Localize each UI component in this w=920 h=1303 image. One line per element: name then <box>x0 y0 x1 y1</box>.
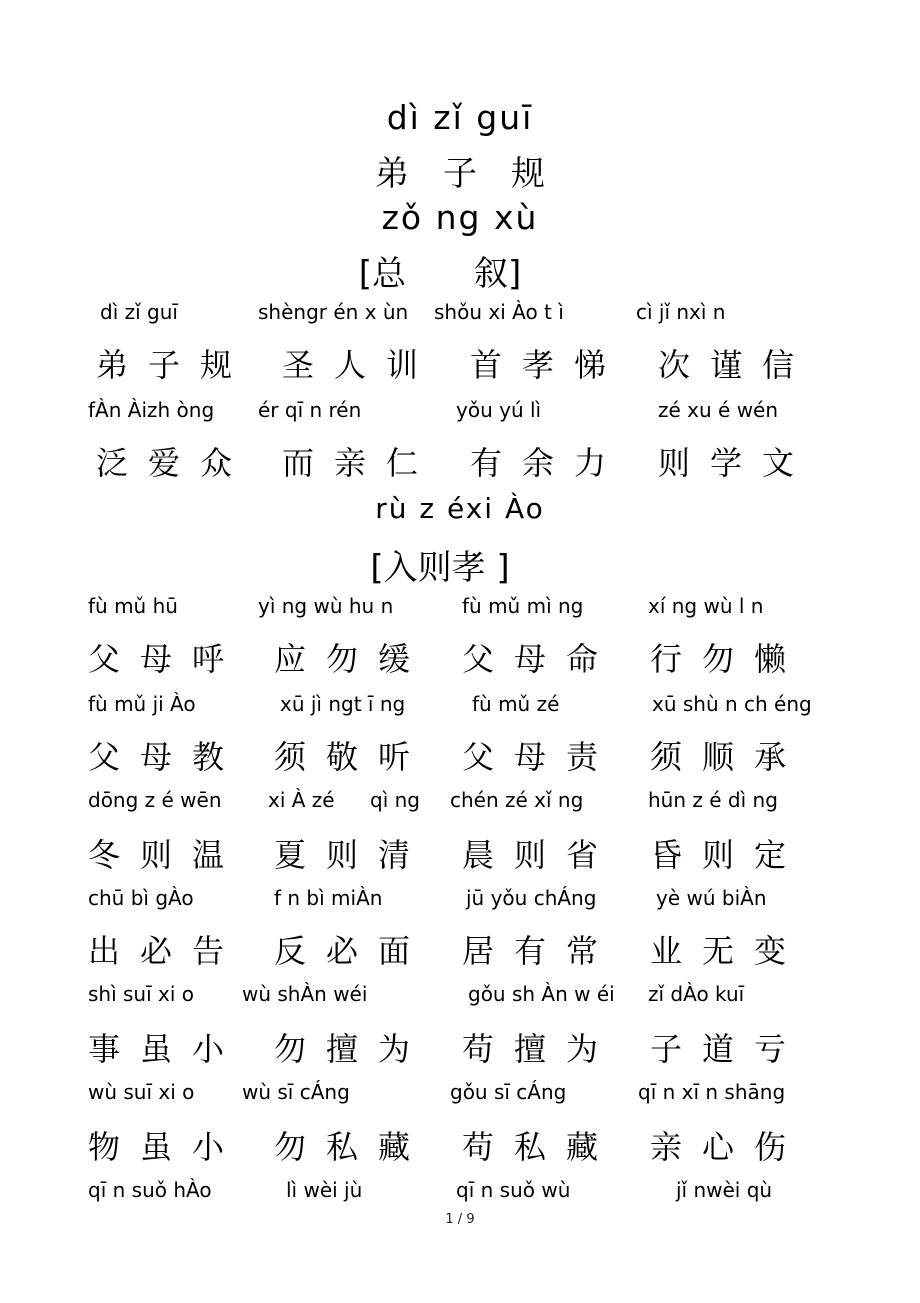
pinyin-phrase: yì ng wù hu n <box>258 594 394 618</box>
hanzi-line <box>0 830 920 874</box>
title-hanzi: 弟 子 规 <box>375 154 545 194</box>
pinyin-line <box>0 594 920 624</box>
hanzi-phrase: 须敬听 <box>274 738 431 776</box>
hanzi-phrase: 次谨信 <box>658 346 815 384</box>
pinyin-phrase: hūn z é dì ng <box>648 788 778 812</box>
pinyin-line <box>0 982 920 1012</box>
hanzi-phrase: 父母责 <box>462 738 619 776</box>
hanzi-phrase: 出必告 <box>88 932 245 970</box>
hanzi-phrase: 晨则省 <box>462 836 619 874</box>
hanzi-phrase: 反必面 <box>274 932 431 970</box>
hanzi-line <box>0 1024 920 1068</box>
hanzi-phrase: 父母教 <box>88 738 245 776</box>
pinyin-phrase: lì wèi jù <box>286 1178 363 1202</box>
hanzi-phrase: 泛爱众 <box>96 444 253 482</box>
pinyin-phrase: shèngr én x ùn <box>258 300 409 324</box>
pinyin-phrase: yǒu yú lì <box>456 398 542 422</box>
pinyin-phrase: dì zǐ guī <box>100 300 178 324</box>
pinyin-phrase: chū bì gÀo <box>88 886 194 910</box>
hanzi-phrase: 父母命 <box>462 640 619 678</box>
hanzi-phrase: 子道亏 <box>650 1030 807 1068</box>
hanzi-phrase: 勿擅为 <box>274 1030 431 1068</box>
pinyin-line <box>0 300 920 330</box>
section-heading-hanzi: [入则孝 ] <box>370 548 510 588</box>
hanzi-phrase: 应勿缓 <box>274 640 431 678</box>
pinyin-line <box>0 1080 920 1110</box>
pinyin-phrase: wù shÀn wéi <box>242 982 368 1006</box>
hanzi-phrase: 冬则温 <box>88 836 245 874</box>
hanzi-phrase: 勿私藏 <box>274 1128 431 1166</box>
pinyin-phrase: xū jì ngt ī ng <box>280 692 406 716</box>
pinyin-phrase: dōng z é wēn <box>88 788 222 812</box>
pinyin-line <box>0 692 920 722</box>
hanzi-phrase: 事虽小 <box>88 1030 245 1068</box>
pinyin-line <box>0 886 920 916</box>
pinyin-phrase: fù mǔ zé <box>472 692 560 716</box>
pinyin-phrase: qì ng <box>370 788 420 812</box>
pinyin-phrase: f n bì miÀn <box>274 886 383 910</box>
hanzi-phrase: 苟擅为 <box>462 1030 619 1068</box>
pinyin-phrase: wù suī xi o <box>88 1080 195 1104</box>
pinyin-phrase: fÀn Àizh òng <box>88 398 215 422</box>
pinyin-phrase: xū shù n ch éng <box>652 692 812 716</box>
hanzi-line <box>0 926 920 970</box>
pinyin-phrase: jǐ nwèi qù <box>676 1178 773 1202</box>
pinyin-phrase: xí ng wù l n <box>648 594 764 618</box>
hanzi-line <box>0 1122 920 1166</box>
pinyin-phrase: fù mǔ ji Ào <box>88 692 196 716</box>
hanzi-line <box>0 732 920 776</box>
hanzi-phrase: 有余力 <box>470 444 627 482</box>
hanzi-phrase: 弟子规 <box>96 346 253 384</box>
pinyin-phrase: gǒu sī cÁng <box>450 1080 567 1104</box>
hanzi-phrase: 父母呼 <box>88 640 245 678</box>
pinyin-phrase: qī n suǒ hÀo <box>88 1178 212 1202</box>
hanzi-phrase: 居有常 <box>462 932 619 970</box>
pinyin-line <box>0 788 920 818</box>
pinyin-phrase: ér qī n rén <box>258 398 362 422</box>
hanzi-line <box>0 438 920 482</box>
hanzi-phrase: 首孝悌 <box>470 346 627 384</box>
pinyin-phrase: zé xu é wén <box>658 398 779 422</box>
pinyin-phrase: chén zé xǐ ng <box>450 788 584 812</box>
pinyin-phrase: yè wú biÀn <box>656 886 767 910</box>
page-indicator: 1 / 9 <box>445 1212 475 1227</box>
hanzi-phrase: 须顺承 <box>650 738 807 776</box>
pinyin-phrase: cì jǐ nxì n <box>636 300 726 324</box>
hanzi-phrase: 亲心伤 <box>650 1128 807 1166</box>
pinyin-phrase: jū yǒu chÁng <box>466 886 597 910</box>
pinyin-phrase: qī n suǒ wù <box>456 1178 571 1202</box>
hanzi-phrase: 则学文 <box>658 444 815 482</box>
pinyin-phrase: qī n xī n shāng <box>638 1080 786 1104</box>
section-heading-hanzi: [总 叙] <box>358 254 522 294</box>
pinyin-phrase: shǒu xi Ào t ì <box>434 300 564 324</box>
hanzi-phrase: 而亲仁 <box>282 444 439 482</box>
pinyin-phrase: zǐ dÀo kuī <box>648 982 745 1006</box>
pinyin-phrase: xi À zé <box>268 788 335 812</box>
pinyin-phrase: fù mǔ mì ng <box>462 594 584 618</box>
title-pinyin: dì zǐ guī <box>386 98 534 137</box>
hanzi-phrase: 圣人训 <box>282 346 439 384</box>
pinyin-phrase: wù sī cÁng <box>242 1080 350 1104</box>
pinyin-phrase: gǒu sh Àn w éi <box>468 982 615 1006</box>
pinyin-phrase: shì suī xi o <box>88 982 195 1006</box>
hanzi-phrase: 业无变 <box>650 932 807 970</box>
pinyin-line <box>0 1178 920 1208</box>
hanzi-phrase: 夏则清 <box>274 836 431 874</box>
hanzi-phrase: 昏则定 <box>650 836 807 874</box>
hanzi-phrase: 苟私藏 <box>462 1128 619 1166</box>
hanzi-line <box>0 634 920 678</box>
hanzi-line <box>0 340 920 384</box>
pinyin-phrase: fù mǔ hū <box>88 594 178 618</box>
section-heading-pinyin: rù z éxi Ào <box>375 492 545 525</box>
hanzi-phrase: 物虽小 <box>88 1128 245 1166</box>
section-heading-pinyin: zǒ ng xù <box>381 198 539 237</box>
pinyin-line <box>0 398 920 428</box>
hanzi-phrase: 行勿懒 <box>650 640 807 678</box>
